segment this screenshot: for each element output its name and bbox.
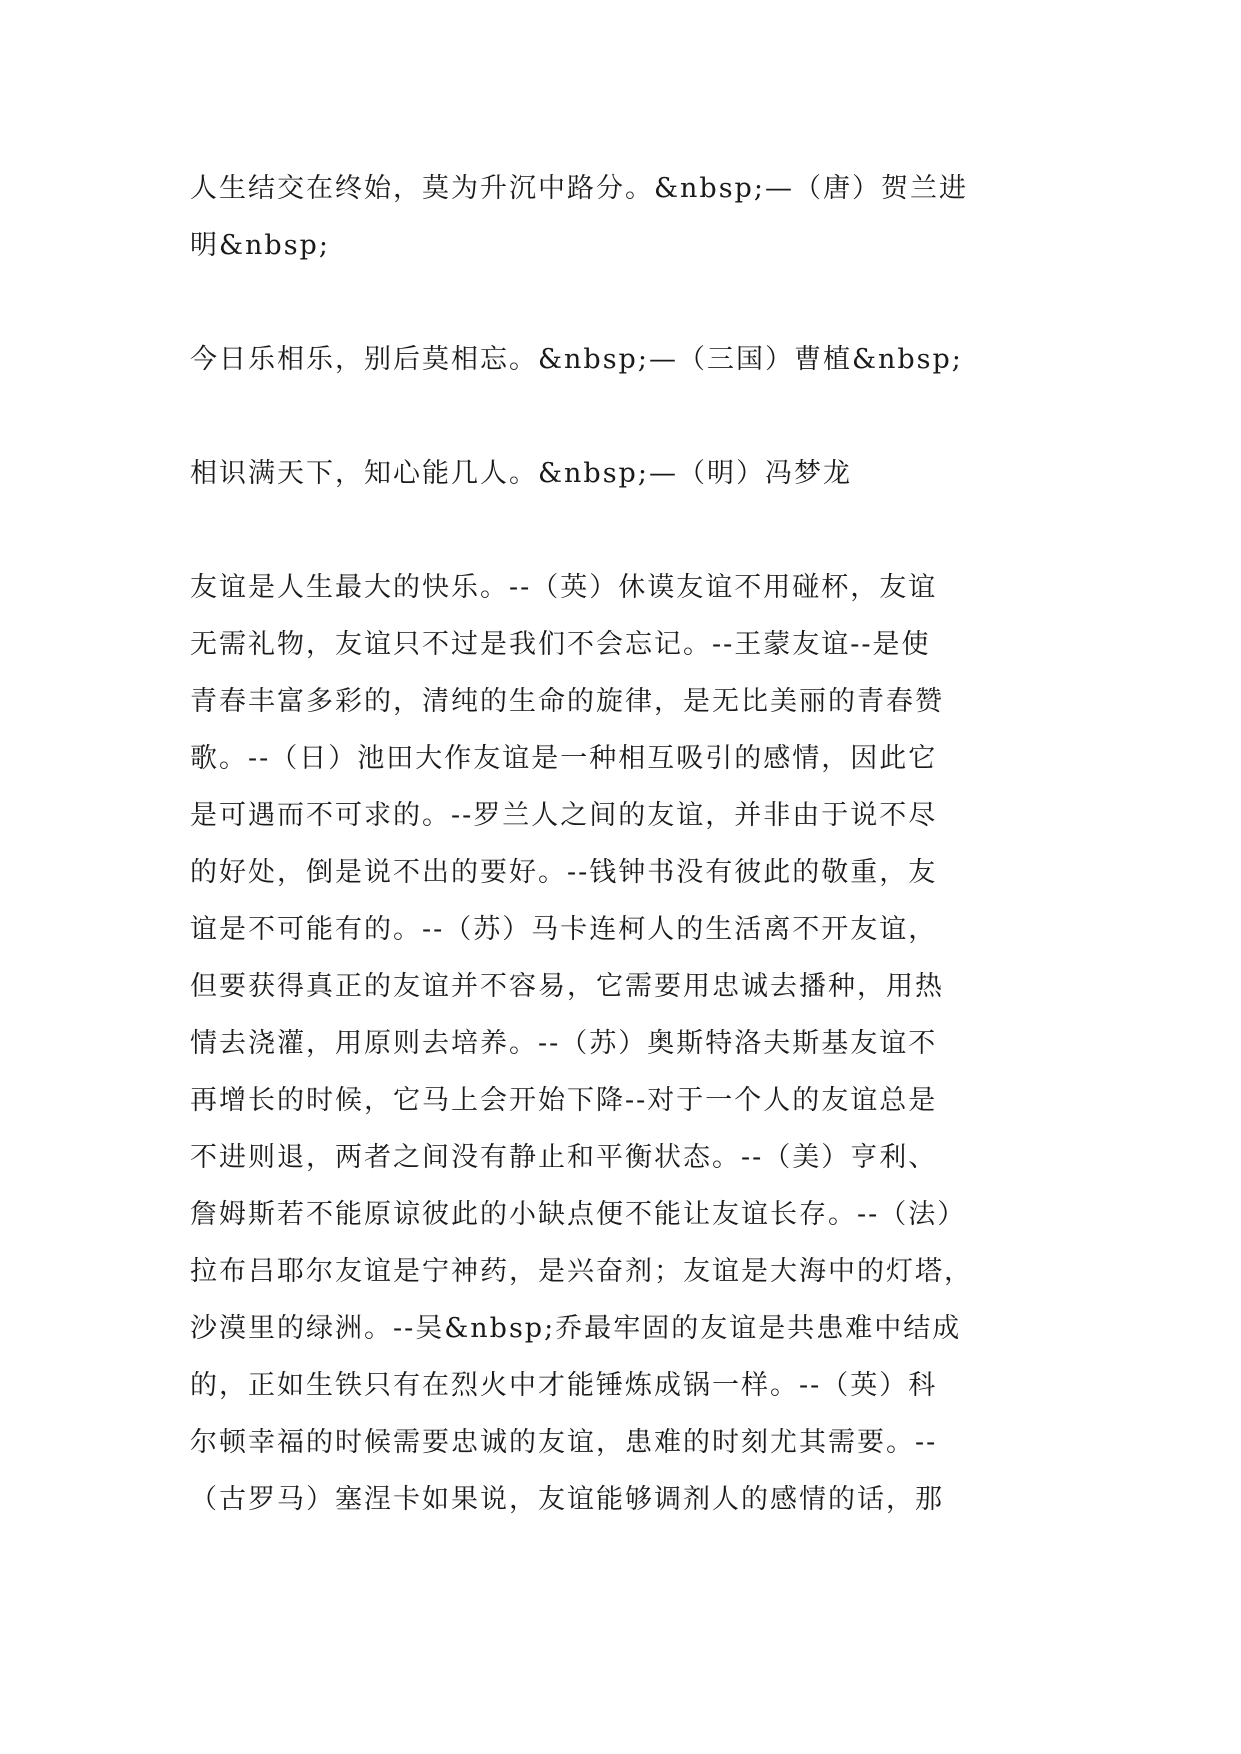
document-body xyxy=(190,160,1060,1528)
text-line: 无需礼物，友谊只不过是我们不会忘记。--王蒙友谊--是使 xyxy=(190,629,931,660)
text-line: 詹姆斯若不能原谅彼此的小缺点便不能让友谊长存。--（法） xyxy=(190,1199,967,1230)
text-line: 的，正如生铁只有在烈火中才能锤炼成锅一样。--（英）科 xyxy=(190,1370,938,1401)
paragraph-gap xyxy=(190,502,1060,559)
text-line: 青春丰富多彩的，清纯的生命的旋律，是无比美丽的青春赞 xyxy=(190,686,944,717)
text-line: 沙漠里的绿洲。--吴&nbsp;乔最牢固的友谊是共患难中结成 xyxy=(190,1313,962,1344)
text-line: 谊是不可能有的。--（苏）马卡连柯人的生活离不开友谊， xyxy=(190,914,938,945)
text-line: 相识满天下，知心能几人。&nbsp;—（明）冯梦龙 xyxy=(190,458,852,489)
text-line: 今日乐相乐，别后莫相忘。&nbsp;—（三国）曹植&nbsp; xyxy=(190,344,963,375)
text-line: 拉布吕耶尔友谊是宁神药，是兴奋剂；友谊是大海中的灯塔， xyxy=(190,1256,973,1287)
text-line: 明&nbsp; xyxy=(190,230,330,261)
quote-paragraph-3 xyxy=(190,445,1060,502)
text-line: 尔顿幸福的时候需要忠诚的友谊，患难的时刻尤其需要。-- xyxy=(190,1427,938,1458)
paragraph-gap xyxy=(190,388,1060,445)
text-line: 是可遇而不可求的。--罗兰人之间的友谊，并非由于说不尽 xyxy=(190,800,938,831)
text-line: 但要获得真正的友谊并不容易，它需要用忠诚去播种，用热 xyxy=(190,971,944,1002)
text-line: （古罗马）塞涅卡如果说，友谊能够调剂人的感情的话，那 xyxy=(190,1484,944,1515)
text-line: 不进则退，两者之间没有静止和平衡状态。--（美）亨利、 xyxy=(190,1142,938,1173)
text-line: 的好处，倒是说不出的要好。--钱钟书没有彼此的敬重，友 xyxy=(190,857,938,888)
text-line: 人生结交在终始，莫为升沉中路分。&nbsp;—（唐）贺兰进 xyxy=(190,173,968,204)
paragraph-gap xyxy=(190,274,1060,331)
text-line: 情去浇灌，用原则去培养。--（苏）奥斯特洛夫斯基友谊不 xyxy=(190,1028,938,1059)
quote-paragraph-1 xyxy=(190,160,1060,274)
text-line: 歌。--（日）池田大作友谊是一种相互吸引的感情，因此它 xyxy=(190,743,938,774)
text-line: 友谊是人生最大的快乐。--（英）休谟友谊不用碰杯，友谊 xyxy=(190,572,938,603)
text-line: 再增长的时候，它马上会开始下降--对于一个人的友谊总是 xyxy=(190,1085,938,1116)
quote-paragraph-4 xyxy=(190,559,1060,1528)
quote-paragraph-2 xyxy=(190,331,1060,388)
